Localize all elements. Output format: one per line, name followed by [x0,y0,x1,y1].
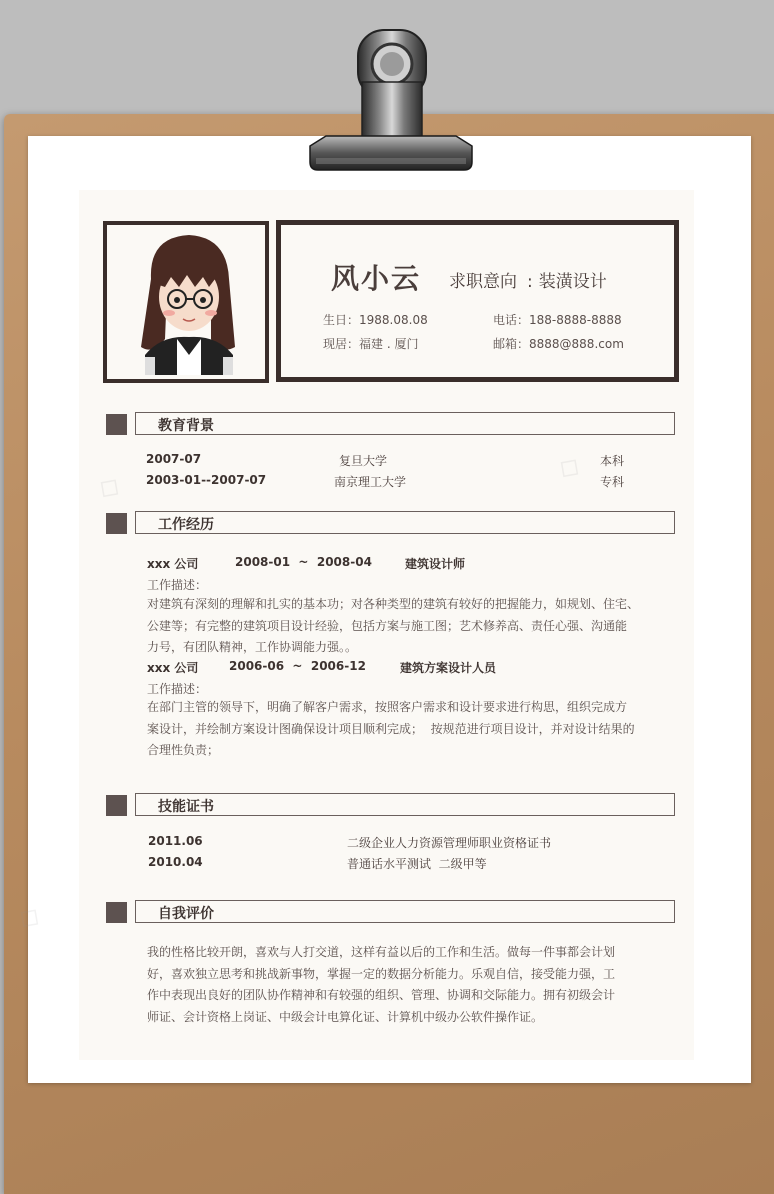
profile-info-box [276,220,679,382]
cert-name: 二级企业人力资源管理师职业资格证书 [347,836,552,850]
education-degree: 本科 [600,454,625,468]
job-desc-line: 在部门主管的领导下，明确了解客户需求，按照客户需求和设计要求进行构思，组织完成方 [147,700,628,714]
cert-date: 2010.04 [148,855,203,869]
email: 邮箱：8888@888.com [493,337,624,351]
section-title-bar [135,412,675,435]
education-school: 复旦大学 [339,454,388,468]
profile-photo-frame [103,221,269,383]
section-marker [106,902,127,923]
job-description [147,594,652,659]
job-desc-line: 案设计，并绘制方案设计图确保设计项目顺利完成； 按规范进行项目设计，并对设计结果的 [147,721,635,736]
job-desc-line: 公建等；有完整的建筑项目设计经验，包括方案与施工图；艺术修养高、责任心强、沟通能 [147,618,628,633]
section-title: 教育背景 [158,418,214,434]
job-desc-line: 合理性负责； [147,743,220,757]
candidate-name: 风小云 [331,262,422,295]
residence: 现居：福建 . 厦门 [323,337,419,351]
self-eval-section-header [106,900,675,924]
job-role: 建筑设计师 [405,557,466,571]
education-date: 2007-07 [146,452,202,466]
section-title-bar [135,511,675,534]
education-degree: 专科 [600,475,625,489]
skills-section-header [106,793,675,817]
job-intent [449,267,607,292]
self-eval-line: 师证、会计资格上岗证、中级会计电算化证、计算机中级办公软件操作证。 [147,1009,544,1024]
binder-clip-icon [306,24,476,176]
education-date: 2003-01--2007-07 [146,473,267,487]
watermark: ◇ [12,896,50,937]
job-period: 2006-06 ~ 2006-12 [229,659,366,673]
job-period: 2008-01 ~ 2008-04 [235,555,372,569]
section-title-bar [135,900,675,923]
job-desc-label: 工作描述： [147,682,208,696]
job-intent-value: 装潢设计 [538,272,607,292]
job-description [147,697,652,762]
education-school: 南京理工大学 [334,475,407,489]
self-eval-line: 好，喜欢独立思考和挑战新事物，掌握一定的数据分析能力。乐观自信，接受能力强，工 [147,966,616,981]
job-desc-line: 力号，有团队精神，工作协调能力强。。 [147,640,358,654]
job-company: xxx 公司 [147,557,199,571]
section-marker [106,513,127,534]
birth-date: 生日：1988.08.08 [323,313,428,327]
section-title: 工作经历 [158,517,214,533]
watermark: ◇ [552,446,590,487]
cert-date: 2011.06 [148,834,203,848]
job-desc-line: 对建筑有深刻的理解和扎实的基本功；对各种类型的建筑有较好的把握能力，如规划、住宅、 [147,597,640,611]
section-title-bar [135,793,675,816]
self-eval-line: 作中表现出良好的团队协作精神和有较强的组织、管理、协调和交际能力。拥有初级会计 [147,988,616,1002]
cert-name: 普通话水平测试 二级甲等 [347,857,487,871]
section-title: 技能证书 [158,799,214,815]
job-intent-separator: : [527,272,533,292]
watermark: ◇ [92,466,130,507]
section-title: 自我评价 [158,906,214,922]
work-section-header [106,511,675,535]
job-role: 建筑方案设计人员 [400,661,497,675]
self-evaluation-text [147,942,652,1028]
job-desc-label: 工作描述： [147,578,208,592]
job-company: xxx 公司 [147,661,199,675]
job-intent-label: 求职意向 [449,272,517,292]
section-marker [106,795,127,816]
education-section-header [106,412,675,436]
avatar [111,229,261,375]
self-eval-line: 我的性格比较开朗，喜欢与人打交道，这样有益以后的工作和生活。做每一件事都会计划 [147,945,616,959]
section-marker [106,414,127,435]
phone: 电话：188-8888-8888 [493,313,622,327]
